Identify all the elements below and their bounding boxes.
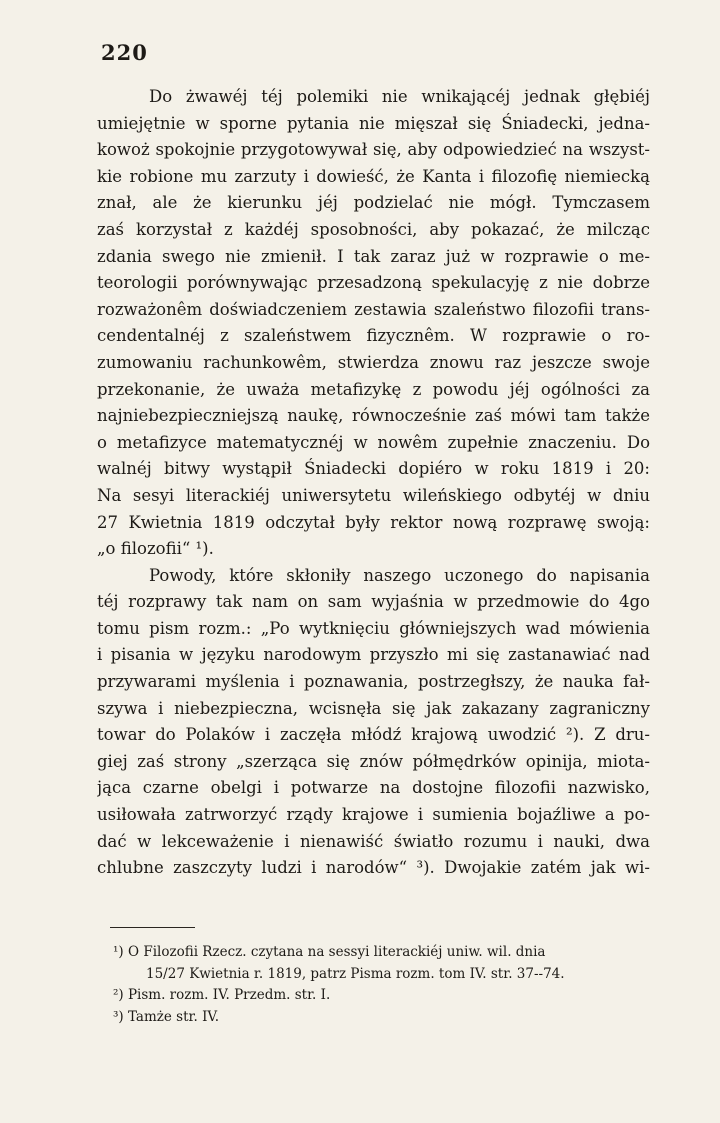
body-line: „o filozofii“ ¹). xyxy=(97,539,214,559)
body-line: zaś korzystał z każdéj sposobności, aby pokazać, że milcząc xyxy=(97,219,650,239)
body-line: tomu pism rozm.: „Po wytknięciu główniejszych wad mówienia xyxy=(97,618,650,638)
body-line: przekonanie, że uważa metafizykę z powodu jéj ogólności za xyxy=(97,379,650,399)
body-line: 27 Kwietnia 1819 odczytał były rektor nową rozprawę swoją: xyxy=(97,512,650,532)
footnotes xyxy=(113,942,653,1028)
footnote-2: ²) Pism. rozm. IV. Przedm. str. I. xyxy=(113,987,331,1003)
body-line: walnéj bitwy wystąpił Śniadecki dopiéro w roku 1819 i 20: xyxy=(97,459,650,479)
body-line: kie robione mu zarzuty i dowieść, że Kanta i filozofię niemiecką xyxy=(97,166,650,186)
body-line: teorologii porównywając przesadzoną spekulacyję z nie dobrze xyxy=(97,273,650,293)
body-line: giej zaś strony „szerząca się znów półmędrków opinija, miota- xyxy=(97,751,650,771)
body-line: kowoż spokojnie przygotowywał się, aby odpowiedzieć na wszyst- xyxy=(97,140,650,160)
body-line: dać w lekceważenie i nienawiść światło rozumu i nauki, dwa xyxy=(97,831,650,851)
body-line: towar do Polaków i zaczęła młódź krajową uwodzić ²). Z dru- xyxy=(97,725,650,745)
body-line: o metafizyce matematycznéj w nowêm zupełnie znaczeniu. Do xyxy=(97,432,650,452)
body-line: Do żwawéj téj polemiki nie wnikającéj jednak głębiéj xyxy=(149,87,650,106)
body-line: cendentalnéj z szaleństwem fizycznêm. W rozprawie o ro- xyxy=(97,326,650,346)
body-line: zumowaniu rachunkowêm, stwierdza znowu raz jeszcze swoje xyxy=(97,352,650,372)
page-number: 220 xyxy=(101,40,148,65)
footnote-1-continuation: 15/27 Kwietnia r. 1819, patrz Pisma rozm. tom IV. str. 37--74. xyxy=(146,965,565,982)
body-line: umiejętnie w sporne pytania nie mięszał się Śniadecki, jedna- xyxy=(97,113,650,133)
body-line: najniebezpieczniejszą naukę, równocześnie zaś mówi tam także xyxy=(97,406,650,426)
footnote-divider xyxy=(110,927,195,928)
body-line: téj rozprawy tak nam on sam wyjaśnia w przedmowie do 4go xyxy=(97,592,650,612)
body-line: rozważonêm doświadczeniem zestawia szaleństwo filozofii trans- xyxy=(97,299,650,319)
body-line: znał, ale że kierunku jéj podzielać nie mógł. Tymczasem xyxy=(97,193,650,213)
body-line: i pisania w języku narodowym przyszło mi się zastanawiać nad xyxy=(97,645,650,665)
footnote-1: ¹) O Filozofii Rzecz. czytana na sessyi literackiéj uniw. wil. dnia xyxy=(113,944,546,960)
body-line: usiłowała zatrworzyć rządy krajowe i sumienia bojaźliwe a po- xyxy=(97,805,650,825)
body-line: szywa i niebezpieczna, wcisnęła się jak zakazany zagraniczny xyxy=(97,698,650,718)
body-line: Powody, które skłoniły naszego uczonego do napisania xyxy=(149,565,650,585)
footnote-3: ³) Tamże str. IV. xyxy=(113,1008,220,1025)
body-line: jąca czarne obelgi i potwarze na dostojne filozofii nazwisko, xyxy=(97,778,650,798)
body-line: zdania swego nie zmienił. I tak zaraz już w rozprawie o me- xyxy=(97,246,650,266)
body-line: przywarami myślenia i poznawania, postrzegłszy, że nauka fał- xyxy=(97,672,650,692)
body-text xyxy=(97,84,650,882)
body-line: Na sesyi literackiéj uniwersytetu wileńskiego odbytéj w dniu xyxy=(97,485,650,505)
body-line: chlubne zaszczyty ludzi i narodów“ ³). Dwojakie zatém jak wi- xyxy=(97,858,650,878)
